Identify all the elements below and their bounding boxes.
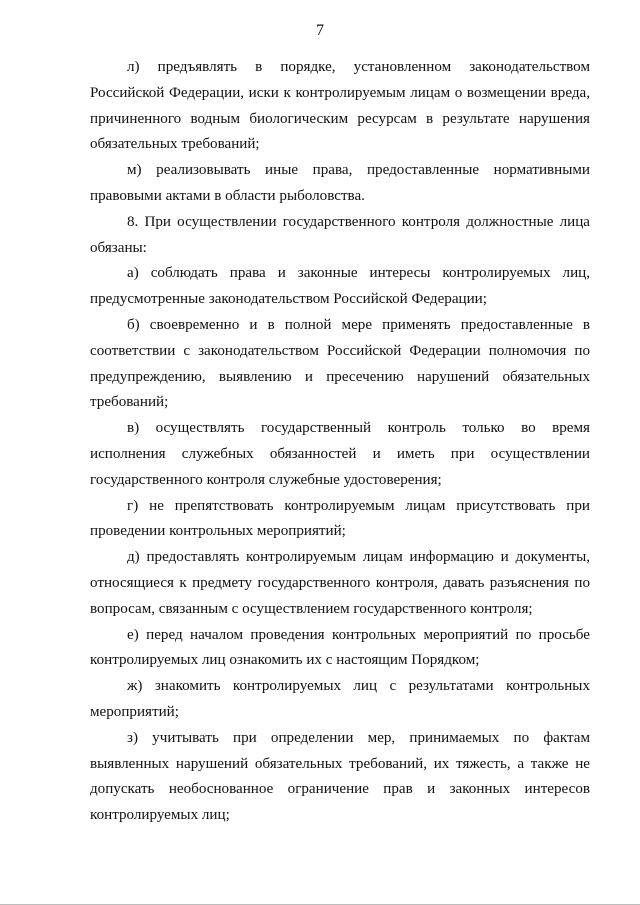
paragraph-g: г) не препятствовать контролируемым лицам присутствовать при проведении контрольных мероприятий; (90, 497, 590, 540)
page-number: 7 (316, 22, 324, 39)
paragraph-m: м) реализовывать иные права, предоставленные нормативными правовыми актами в области рыболовства. (90, 162, 590, 204)
paragraph-zh: ж) знакомить контролируемых лиц с результатами контрольных мероприятий; (90, 678, 590, 720)
paragraph-8: 8. При осуществлении государственного контроля должностные лица обязаны: (90, 213, 590, 256)
paragraph-d: д) предоставлять контролируемым лицам информацию и документы, относящиеся к предмету государственного контроля, давать разъяснения по вопросам, связанным с осуществлением государственного контроля; (90, 549, 590, 617)
paragraph-b: б) своевременно и в полной мере применять предоставленные в соответствии с законодательством Российской Федерации полномочия по предупреждению, выявлению и пресечению нарушений обязательных требований; (90, 316, 590, 411)
paragraph-e: е) перед началом проведения контрольных мероприятий по просьбе контролируемых лиц ознакомить их с настоящим Порядком; (90, 626, 590, 669)
paragraph-v: в) осуществлять государственный контроль только во время исполнения служебных обязанностей и иметь при осуществлении государственного контроля служебные удостоверения; (90, 420, 590, 488)
paragraph-l: л) предъявлять в порядке, установленном законодательством Российской Федерации, иски к контролируемым лицам о возмещении вреда, причиненного водным биологическим ресурсам в результате нарушения обязательных требований; (90, 59, 590, 153)
document-body (90, 55, 590, 829)
paragraph-a: а) соблюдать права и законные интересы контролируемых лиц, предусмотренные законодательством Российской Федерации; (90, 265, 590, 308)
paragraph-z: з) учитывать при определении мер, принимаемых по фактам выявленных нарушений обязательных требований, их тяжесть, а также не допускать необоснованное ограничение прав и законных интересов контролируемых лиц; (90, 729, 590, 824)
